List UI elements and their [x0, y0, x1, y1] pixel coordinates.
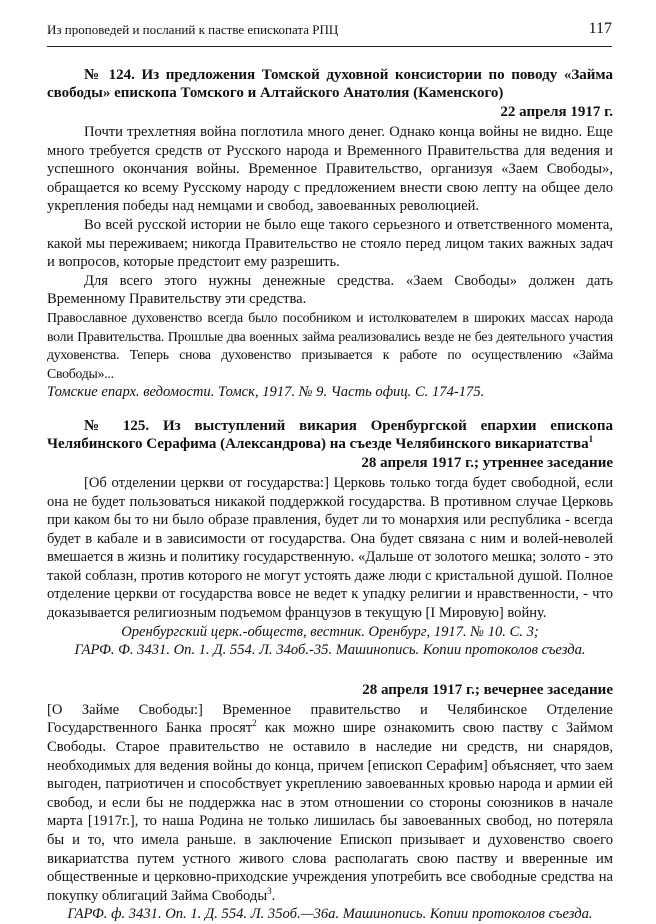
paragraph: Для всего этого нужны денежные средства. «Заем Свободы» должен дать Временному Правительству эти средства.	[47, 272, 613, 308]
paragraph-text: [О Займе Свободы:] Временное правительство и Челябинское Отделение Государственного Банка просят	[47, 701, 613, 737]
document-125	[47, 417, 613, 924]
paragraph: Православное духовенство всегда было пособником и истолкователем в широких массах народа воли Правительства. Прошлые два военных займа реализовались везде не без деятельного участия духовенства. Теперь снова духовенство призывается к работе по осуществлению «Займа Свободы»...	[47, 309, 613, 381]
footnote-marker: 2	[252, 718, 257, 729]
source-citation: Оренбургский церк.-обществ, вестник. Оренбург, 1917. № 10. С. 3;	[121, 623, 539, 640]
archive-citation: ГАРФ. ф. 3431. Оп. 1. Д. 554. Л. 35об.—36а. Машинопись. Копии протоколов съезда.	[67, 906, 593, 923]
page-body	[47, 66, 613, 924]
document-124	[47, 66, 613, 402]
running-header	[47, 20, 612, 47]
archive-citation: ГАРФ. Ф. 3431. Оп. 1. Д. 554. Л. 34об.-35. Машинопись. Копии протоколов съезда.	[74, 642, 586, 659]
paragraph: [Об отделении церкви от государства:] Церковь только тогда будет свободной, если она не будет пользоваться никакой поддержкой государства. В противном случае Церковь при каком бы то ни было образе правления, будет ли то монархия или республика - всегда будет в кабале и в зависимости от государства. Она будет связана с ним и волей-неволей вмешается в жизнь и политику государственную. «Дальше от золотого мешка; золото - это такой соблазн, против которого не могут устоять даже люди с кристальной душой. Полное отделение церкви от государства вовсе не ведет к упадку религии и нравственности, - что доказывается религиозным подъемом французов в текущую [I Мировую] войну.	[47, 474, 613, 622]
footnote-marker: 1	[588, 433, 594, 444]
document-date: 22 апреля 1917 г.	[500, 104, 613, 120]
paragraph-text: как можно шире ознакомить свою паству с Займом Свободы. Старое правительство не оставило в наследие ни средств, ни снарядов, необходимых для ведения войны до конца, причем [епископ Серафим] объясняет, что заем выгоден, патриотичен и способствует укреплению завоеванных кровью народа и армии ей свобод, и если бы не поддержка нас в этом отношении со стороны союзников в начале марта [1917г.], то наша Родина не только лишилась бы завоеванных свобод, но потеряла бы и то, что имела раньше. в заключение Епископ призывает и духовенство своего викариатства путем устного живого слова располагать свою паству и вверенные им общественные и церковно-приходские учреждения употребить все свободные средства на покупку облигаций Займа Свободы	[47, 720, 614, 904]
document-title: № 124. Из предложения Томской духовной консистории по поводу «Займа свободы» епископа Томского и Алтайского Анатолия (Каменского)	[47, 67, 613, 101]
paragraph: Почти трехлетняя война поглотила много денег. Однако конца войны не видно. Еще много требуется средств от Русского народа и Временного Правительства для ведения и успешного окончания войны. Временное Правительство, организуя «Заем Свободы», обращается ко всему Русскому народу с предложением внести свою лепту на общее дело укрепления победы над немцами и свобод, завоеванных революцией.	[47, 124, 613, 215]
running-title: Из проповедей и посланий к пастве епископата РПЦ	[47, 22, 339, 37]
source-citation: Томские епарх. ведомости. Томск, 1917. № 9. Часть офиц. С. 174-175.	[47, 384, 485, 401]
paragraph	[47, 701, 613, 906]
paragraph-end: .	[271, 887, 276, 904]
document-title	[47, 417, 613, 453]
session-date: 28 апреля 1917 г.; утреннее заседание	[361, 454, 613, 471]
document-title-text: № 125. Из выступлений викария Оренбургской епархии епископа Челябинского Серафима (Александрова) на съезде Челябинского викариатства	[47, 417, 613, 452]
paragraph: Во всей русской истории не было еще такого серьезного и ответственного момента, какой мы переживаем; никогда Правительство не стояло перед лицом таких важных задач и вопросов, которые предстоит ему разрешить.	[47, 216, 613, 271]
page-number: 117	[588, 20, 612, 37]
session-date: 28 апреля 1917 г.; вечернее заседание	[362, 681, 613, 698]
footnote-marker: 3	[267, 885, 272, 896]
